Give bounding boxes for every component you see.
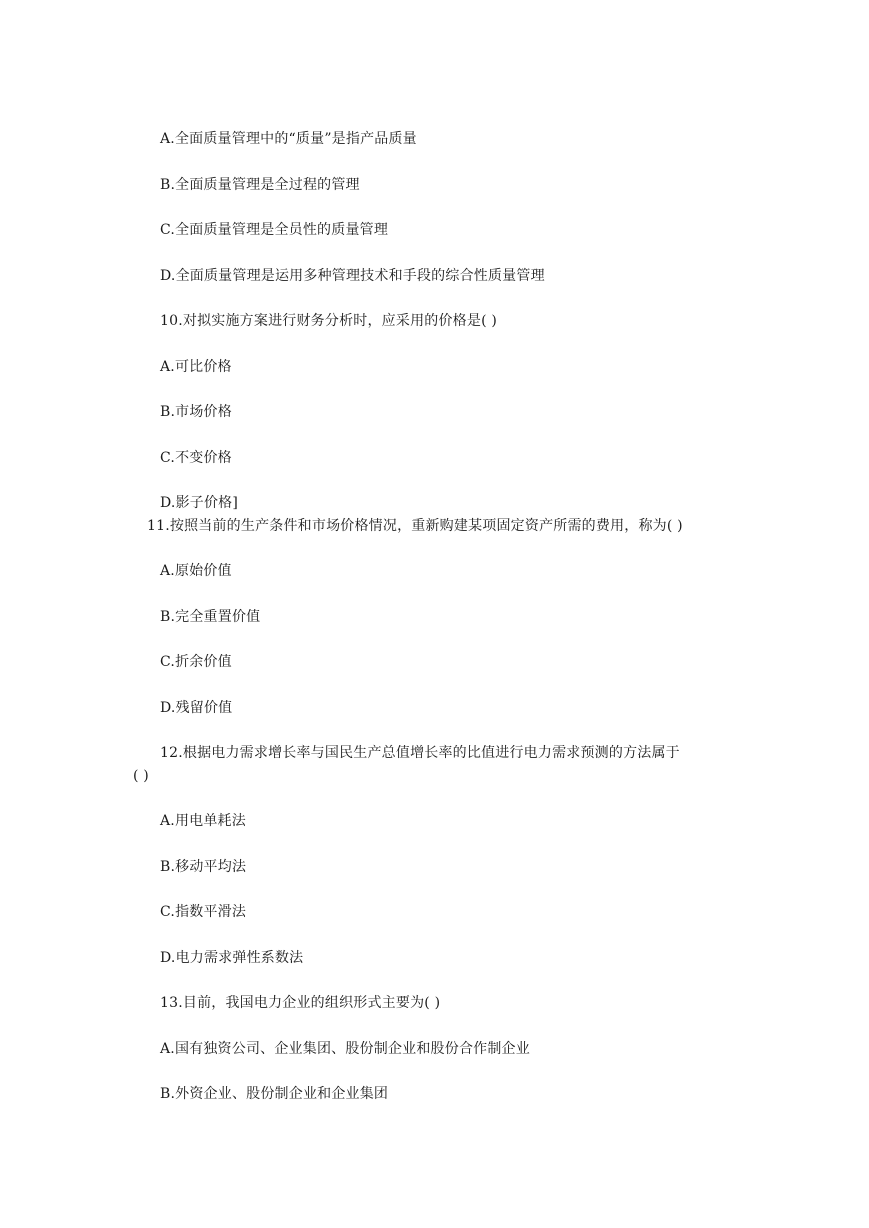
q11-option-d: D.残留价值	[160, 700, 233, 716]
q12-option-c: C.指数平滑法	[160, 904, 247, 920]
q12-option-b: B.移动平均法	[160, 859, 247, 875]
q12-stem-line1: 12.根据电力需求增长率与国民生产总值增长率的比值进行电力需求预测的方法属于	[160, 745, 680, 761]
q12-option-d: D.电力需求弹性系数法	[160, 950, 304, 966]
q13-option-a: A.国有独资公司、企业集团、股份制企业和股份合作制企业	[160, 1041, 530, 1057]
q13-stem: 13.目前，我国电力企业的组织形式主要为( )	[160, 995, 441, 1011]
q10-stem: 10.对拟实施方案进行财务分析时，应采用的价格是( )	[160, 313, 498, 329]
q13-option-b: B.外资企业、股份制企业和企业集团	[160, 1086, 389, 1102]
q9-option-b: B.全面质量管理是全过程的管理	[160, 177, 360, 193]
q11-option-c: C.折余价值	[160, 654, 232, 670]
q11-option-b: B.完全重置价值	[160, 609, 261, 625]
q10-option-a: A.可比价格	[160, 359, 232, 375]
q11-option-a: A.原始价值	[160, 563, 232, 579]
q11-stem: 11.按照当前的生产条件和市场价格情况，重新购建某项固定资产所需的费用，称为( )	[147, 518, 683, 534]
q9-option-c: C.全面质量管理是全员性的质量管理	[160, 222, 389, 238]
q12-option-a: A.用电单耗法	[160, 813, 246, 829]
q10-option-b: B.市场价格	[160, 404, 232, 420]
q9-option-d: D.全面质量管理是运用多种管理技术和手段的综合性质量管理	[160, 268, 545, 284]
q10-option-d: D.影子价格]	[160, 495, 239, 511]
q9-option-a: A.全面质量管理中的“质量”是指产品质量	[160, 131, 417, 147]
q12-stem-line2: ( )	[133, 768, 149, 784]
q10-option-c: C.不变价格	[160, 450, 232, 466]
